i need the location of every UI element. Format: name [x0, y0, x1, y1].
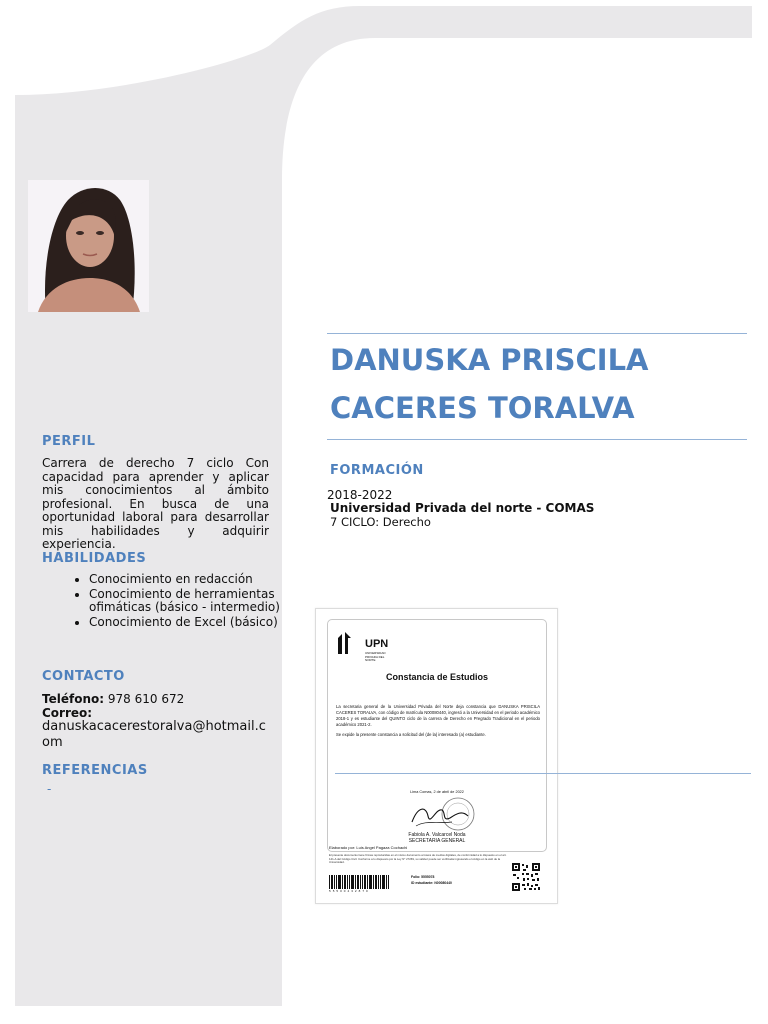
- skill-item: • Conocimiento de Excel (básico): [89, 616, 324, 630]
- email-label: Correo:: [42, 706, 93, 720]
- profile-photo-image: [28, 180, 149, 312]
- certificate-overlay-rule: [335, 773, 751, 774]
- certificate-folio: Folio: 5555078: [411, 875, 435, 879]
- name-line-2: CACERES TORALVA: [330, 391, 635, 425]
- phone-value: 978 610 672: [107, 692, 185, 706]
- email-value: danuskacacerestoralva@hotmail.com: [42, 719, 266, 750]
- certificate-elaborado: Elaborado por: Luis Angel Pagaza Cochachi: [329, 845, 408, 850]
- certificate-title: Constancia de Estudios: [385, 672, 489, 682]
- barcode-icon: [329, 875, 389, 889]
- certificate-frame: [327, 619, 547, 852]
- upn-logo-subtext: UNIVERSIDAD PRIVADA DEL NORTE: [365, 651, 386, 662]
- name-line-1: DANUSKA PRISCILA: [330, 343, 649, 377]
- phone-line: [42, 692, 184, 706]
- upn-logo: [336, 630, 396, 660]
- habilidades-heading: HABILIDADES: [42, 551, 147, 566]
- upn-logo-icon: [336, 630, 356, 656]
- formacion-university: Universidad Privada del norte - COMAS: [330, 501, 595, 515]
- email-label-line: [42, 706, 92, 720]
- formacion-years: 2018-2022: [327, 488, 393, 502]
- candidate-name: [330, 336, 750, 432]
- certificate-date: Lima Comas, 2 de abril de 2022: [410, 790, 464, 794]
- profile-photo: [28, 180, 149, 312]
- perfil-heading: PERFIL: [42, 434, 96, 449]
- referencias-heading: REFERENCIAS: [42, 763, 148, 778]
- name-top-rule: [327, 333, 747, 334]
- certificate-document: [315, 608, 558, 904]
- referencias-dash: -: [47, 782, 52, 796]
- certificate-body: La secretaria general de la Universidad Privada del Norte deja constancia que DANUSKA PRISCILA CACERES TORALVA, con código de matrícula N00080440, ingresó a la Universidad en el periodo académico 2018-1 y es estudiante del QUINTO ciclo de la carrera de Derecho en Pregrado Tradicional en el periodo académico 2021-2.: [336, 704, 540, 727]
- certificate-student-id: ID estudiante: N00080440: [411, 881, 452, 885]
- signer-name: Fabiola A. Valcarcel Noda: [408, 832, 466, 838]
- certificate-body-2: Se expide la presente constancia a solicitud del (de la) interesado (a) estudiante.: [336, 732, 486, 737]
- skill-item: • Conocimiento de herramientas ofimáticas (básico - intermedio): [89, 588, 324, 615]
- qr-code-icon: [512, 863, 540, 891]
- signer-role: SECRETARIA GENERAL: [408, 838, 466, 844]
- contacto-heading: CONTACTO: [42, 669, 125, 684]
- skill-item: • Conocimiento en redacción: [89, 573, 324, 587]
- formacion-heading: FORMACIÓN: [330, 463, 424, 478]
- signature-stamp: [406, 796, 486, 836]
- skills-list: [42, 573, 324, 630]
- barcode-number: 5 5 5 0 0 4 3 2 8 7 0: [329, 889, 369, 893]
- phone-label: Teléfono:: [42, 692, 105, 706]
- formacion-cycle: 7 CICLO: Derecho: [330, 515, 431, 529]
- certificate-fine-print: El presente documento tiene firmas reproducidas en el mismo documento a través de medios digitales, de conformidad a lo dispuesto en el art. 141-A del Código Civil. Conforme a lo dispuesto por la Ley N° 27269, su validez puede ser verificada ingresando el código en la web de la Universidad.: [329, 853, 507, 865]
- upn-logo-text: UPN: [365, 638, 389, 650]
- perfil-text: Carrera de derecho 7 ciclo Con capacidad para aprender y aplicar mis conocimientos al ámbito profesional. En busca de una oportunidad laboral para desarrollar mis habilidades y adquirir experiencia.: [42, 456, 269, 551]
- name-bottom-rule: [327, 439, 747, 440]
